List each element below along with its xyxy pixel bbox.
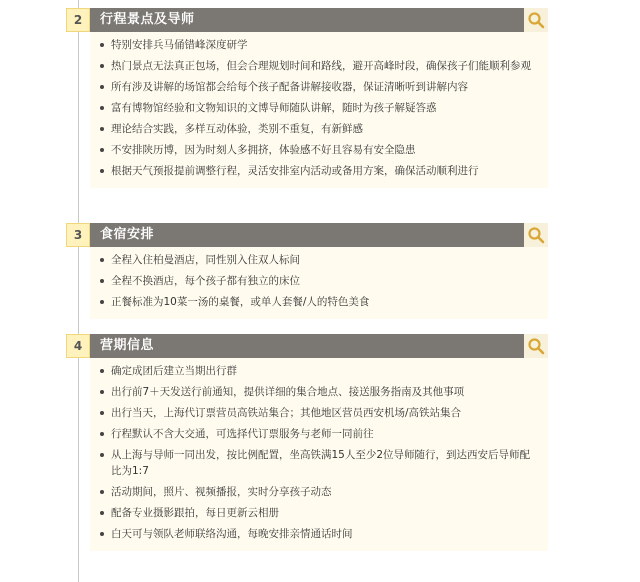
list-item: 正餐标准为10菜一汤的桌餐，或单人套餐/人的特色美食	[90, 294, 548, 310]
item-list	[90, 252, 548, 310]
search-button[interactable]	[524, 334, 548, 358]
list-item: 全程入住柏曼酒店，同性别入住双人标间	[90, 252, 548, 268]
section-header	[90, 8, 548, 32]
search-button[interactable]	[524, 8, 548, 32]
section-number-badge	[66, 334, 90, 358]
item-list	[90, 363, 548, 542]
section-number-badge	[66, 8, 90, 32]
section-title: 行程景点及导师	[100, 12, 195, 27]
section-title: 食宿安排	[100, 227, 155, 242]
search-button[interactable]	[524, 223, 548, 247]
list-item: 确定成团后建立当期出行群	[90, 363, 548, 379]
section-number: 3	[73, 228, 83, 242]
section-number: 2	[73, 13, 83, 27]
list-item: 所有涉及讲解的场馆都会给每个孩子配备讲解接收器，保证清晰听到讲解内容	[90, 79, 548, 95]
list-item: 出行当天，上海代订票营员高铁站集合；其他地区营员西安机场/高铁站集合	[90, 405, 548, 421]
list-item: 从上海与导师一同出发，按比例配置，坐高铁满15人至少2位导师随行，到达西安后导师配比为1:7	[90, 447, 548, 479]
search-icon	[527, 11, 545, 29]
section-body	[90, 32, 548, 188]
list-item: 根据天气预报提前调整行程，灵活安排室内活动或备用方案，确保活动顺利进行	[90, 163, 548, 179]
list-item: 活动期间，照片、视频播报，实时分享孩子动态	[90, 484, 548, 500]
list-item: 不安排陕历博，因为时刻人多拥挤，体验感不好且容易有安全隐患	[90, 142, 548, 158]
section-body	[90, 358, 548, 551]
search-icon	[527, 226, 545, 244]
list-item: 白天可与领队老师联络沟通，每晚安排亲情通话时间	[90, 526, 548, 542]
item-list	[90, 37, 548, 179]
section-accommodation	[66, 223, 548, 319]
list-item: 全程不换酒店，每个孩子都有独立的床位	[90, 273, 548, 289]
list-item: 出行前7＋天发送行前通知，提供详细的集合地点、接送服务指南及其他事项	[90, 384, 548, 400]
section-camp-info	[66, 334, 548, 551]
list-item: 富有博物馆经验和文物知识的文博导师随队讲解，随时为孩子解疑答惑	[90, 100, 548, 116]
section-itinerary	[66, 8, 548, 188]
list-item: 理论结合实践，多样互动体验，类别不重复，有新鲜感	[90, 121, 548, 137]
search-icon	[527, 337, 545, 355]
section-number: 4	[73, 339, 83, 353]
list-item: 热门景点无法真正包场，但会合理规划时间和路线，避开高峰时段，确保孩子们能顺利参观	[90, 58, 548, 74]
list-item: 配备专业摄影跟拍，每日更新云相册	[90, 505, 548, 521]
section-header	[90, 334, 548, 358]
list-item: 行程默认不含大交通，可选择代订票服务与老师一同前往	[90, 426, 548, 442]
section-body	[90, 247, 548, 319]
section-title: 营期信息	[100, 338, 155, 353]
list-item: 特别安排兵马俑错峰深度研学	[90, 37, 548, 53]
section-number-badge	[66, 223, 90, 247]
section-header	[90, 223, 548, 247]
